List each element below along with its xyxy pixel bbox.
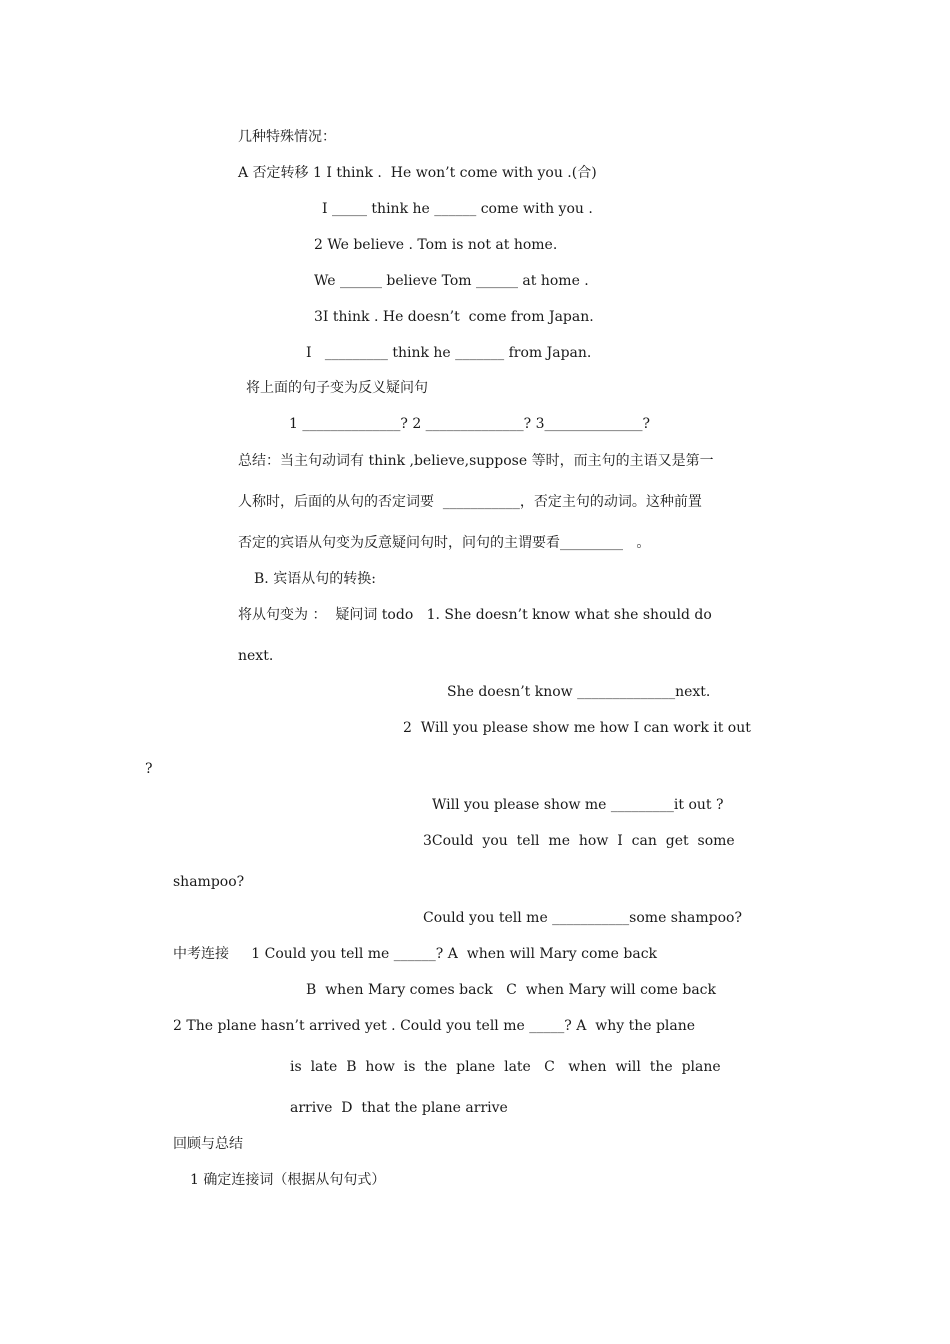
text-line: 2 We believe . Tom is not at home. (314, 237, 558, 253)
text-line: 1 ______________? 2 ______________? 3______________? (289, 416, 651, 432)
summary-line: 否定的宾语从句变为反意疑问句时，问句的主谓要看_________ 。 (238, 535, 651, 551)
text-line: ? (145, 761, 153, 777)
text-line: 将从句变为 ： 疑问词 todo 1. She doesn’t know what she should do (238, 607, 712, 623)
text-line: A 否定转移 1 I think . He won’t come with you .(合) (238, 165, 597, 181)
text-line: arrive D that the plane arrive (290, 1100, 508, 1116)
section-heading-special-cases: 几种特殊情况： (238, 129, 336, 145)
text-line: Will you please show me _________it out ? (432, 797, 724, 813)
section-heading-conversion: B. 宾语从句的转换: (254, 571, 376, 587)
text-line: Could you tell me ___________some shampoo? (423, 910, 742, 926)
text-line: 2 The plane hasn’t arrived yet . Could you tell me _____? A why the plane (173, 1018, 696, 1034)
text-line: B when Mary comes back C when Mary will come back (306, 982, 716, 998)
summary-line: 人称时，后面的从句的否定词要 ___________，否定主句的动词。这种前置 (238, 494, 702, 510)
text-line: is late B how is the plane late C when will the plane (290, 1059, 721, 1075)
text-line: shampoo? (173, 874, 245, 890)
text-line: We ______ believe Tom ______ at home . (314, 273, 589, 289)
instruction-line: 将上面的句子变为反义疑问句 (246, 380, 428, 396)
text-line: 3I think . He doesn’t come from Japan. (314, 309, 594, 325)
text-line: 2 Will you please show me how I can work it out (403, 720, 751, 736)
text-line: next. (238, 648, 274, 664)
text-line: 1 确定连接词（根据从句句式） (190, 1172, 386, 1188)
text-line: I _____ think he ______ come with you . (322, 201, 593, 217)
text-line: 3Could you tell me how I can get some (423, 833, 735, 849)
section-heading-review: 回顾与总结 (173, 1136, 243, 1152)
text-line: I _________ think he _______ from Japan. (306, 345, 592, 361)
text-line: She doesn’t know ______________next. (447, 684, 711, 700)
summary-line: 总结：当主句动词有 think ,believe,suppose 等时，而主句的主语又是第一 (238, 453, 714, 469)
exam-link-line: 中考连接 1 Could you tell me ______? A when will Mary come back (173, 946, 658, 962)
